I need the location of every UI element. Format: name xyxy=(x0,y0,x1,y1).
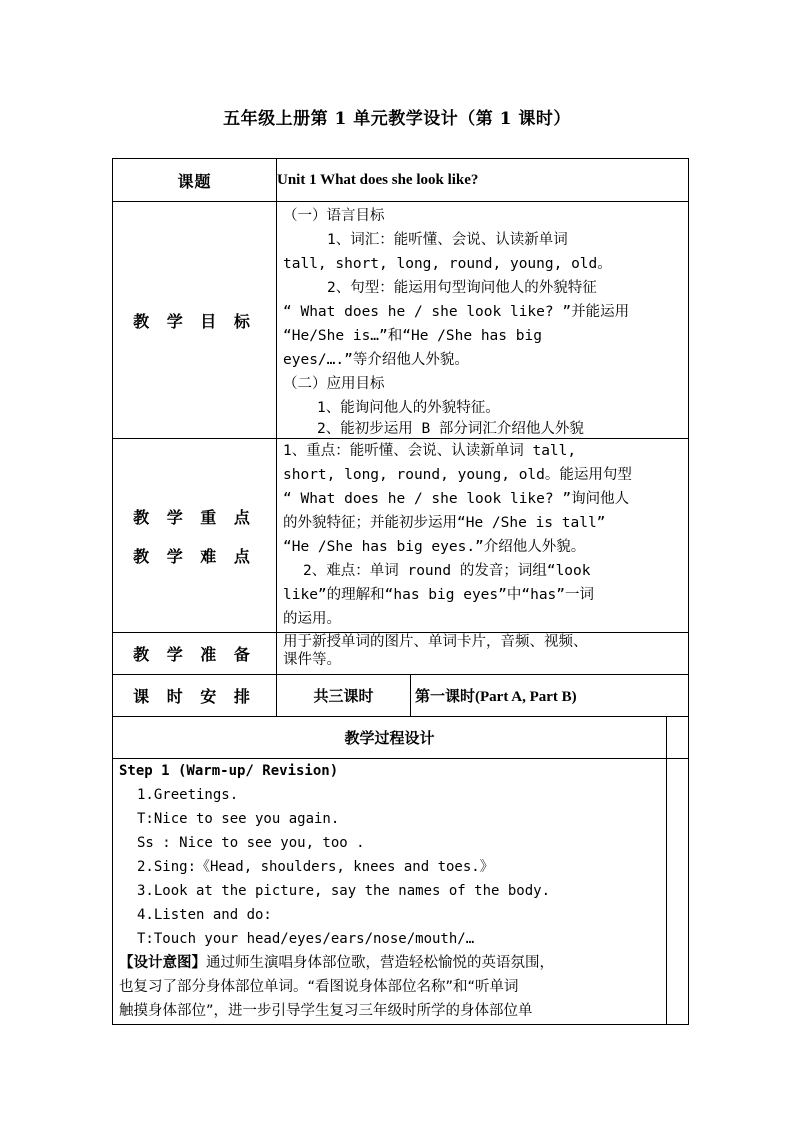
step1-line-7: T:Touch your head/eyes/ears/nose/mouth/… xyxy=(137,931,475,947)
goals-sentence-line-4: eyes/….”等介绍他人外貌。 xyxy=(283,352,469,368)
step1-line-6: 4.Listen and do: xyxy=(137,907,272,923)
document-title: 五年级上册第 1 单元教学设计（第 1 课时） xyxy=(223,109,571,129)
goals-row xyxy=(113,202,689,439)
key-difficulty-row xyxy=(113,439,689,633)
goals-sentence-line-1: 2、句型：能运用句型询问他人的外貌特征 xyxy=(327,280,597,296)
design-intent-line-2: 也复习了部分身体部位单词。“看图说身体部位名称”和“听单词 xyxy=(119,979,519,995)
key-difficulty-content xyxy=(277,439,689,633)
process-heading-side-cell xyxy=(667,717,689,759)
schedule-label: 课 时 安 排 xyxy=(113,675,277,717)
key-points-label: 教 学 重 点 xyxy=(133,507,256,527)
key-difficulty-label xyxy=(113,439,277,633)
step1-line-5: 3.Look at the picture, say the names of the body. xyxy=(137,883,551,899)
goals-section-application: （二）应用目标 xyxy=(283,376,385,392)
process-heading: 教学过程设计 xyxy=(113,717,667,759)
step1-line-4: 2.Sing:《Head, shoulders, knees and toes.》 xyxy=(137,859,494,875)
goals-content xyxy=(277,202,689,439)
step1-line-3: Ss : Nice to see you, too . xyxy=(137,835,365,851)
goals-vocab-line-1: 1、词汇：能听懂、会说、认读新单词 xyxy=(327,232,568,248)
schedule-total: 共三课时 xyxy=(277,675,411,717)
key-line-1: 1、重点：能听懂、会说、认读新单词 tall, xyxy=(283,443,577,459)
difficulty-line-1: 2、难点：单词 round 的发音；词组“look xyxy=(303,563,591,579)
step1-row xyxy=(113,759,689,1025)
preparation-line-1: 用于新授单词的图片、单词卡片，音频、视频、 xyxy=(283,634,588,650)
step1-content xyxy=(113,759,667,1025)
difficulty-line-2: like”的理解和“has big eyes”中“has”一词 xyxy=(283,587,595,603)
design-intent xyxy=(119,951,666,1023)
lesson-plan-table xyxy=(112,158,689,1025)
key-line-3: “ What does he / she look like? ”询问他人 xyxy=(283,491,630,507)
goals-application-line-1: 1、能询问他人的外貌特征。 xyxy=(317,400,500,416)
difficult-points-label: 教 学 难 点 xyxy=(133,546,256,566)
goals-label: 教 学 目 标 xyxy=(113,202,277,439)
step1-line-2: T:Nice to see you again. xyxy=(137,811,340,827)
process-heading-row xyxy=(113,717,689,759)
key-line-4: 的外貌特征；并能初步运用“He /She is tall” xyxy=(283,515,606,531)
design-intent-line-3: 触摸身体部位”，进一步引导学生复习三年级时所学的身体部位单 xyxy=(119,1003,533,1019)
key-line-5: “He /She has big eyes.”介绍他人外貌。 xyxy=(283,539,586,555)
preparation-line-2: 课件等。 xyxy=(283,652,341,668)
preparation-label: 教 学 准 备 xyxy=(113,633,277,675)
difficulty-line-3: 的运用。 xyxy=(283,611,341,627)
topic-row xyxy=(113,159,689,202)
step1-side-cell xyxy=(667,759,689,1025)
schedule-current: 第一课时(Part A, Part B) xyxy=(411,675,689,717)
design-intent-tag: 【设计意图】 xyxy=(119,955,206,971)
step1-title: Step 1 (Warm-up/ Revision) xyxy=(119,763,339,779)
topic-label: 课题 xyxy=(113,159,277,202)
schedule-row xyxy=(113,675,689,717)
preparation-content xyxy=(277,633,689,675)
design-intent-line-1 xyxy=(119,951,666,975)
goals-vocab-line-2: tall, short, long, round, young, old。 xyxy=(283,256,612,272)
design-intent-text-1: 通过师生演唱身体部位歌，营造轻松愉悦的英语氛围， xyxy=(206,955,554,971)
step1-line-1: 1.Greetings. xyxy=(137,787,239,803)
preparation-row xyxy=(113,633,689,675)
goals-section-language: （一）语言目标 xyxy=(283,208,385,224)
goals-sentence-line-3: “He/She is…”和“He /She has big xyxy=(283,328,542,344)
key-line-2: short, long, round, young, old。能运用句型 xyxy=(283,467,632,483)
goals-application-line-2: 2、能初步运用 B 部分词汇介绍他人外貌 xyxy=(317,421,584,437)
goals-sentence-line-2: “ What does he / she look like? ”并能运用 xyxy=(283,304,630,320)
topic-value: Unit 1 What does she look like? xyxy=(277,159,689,202)
